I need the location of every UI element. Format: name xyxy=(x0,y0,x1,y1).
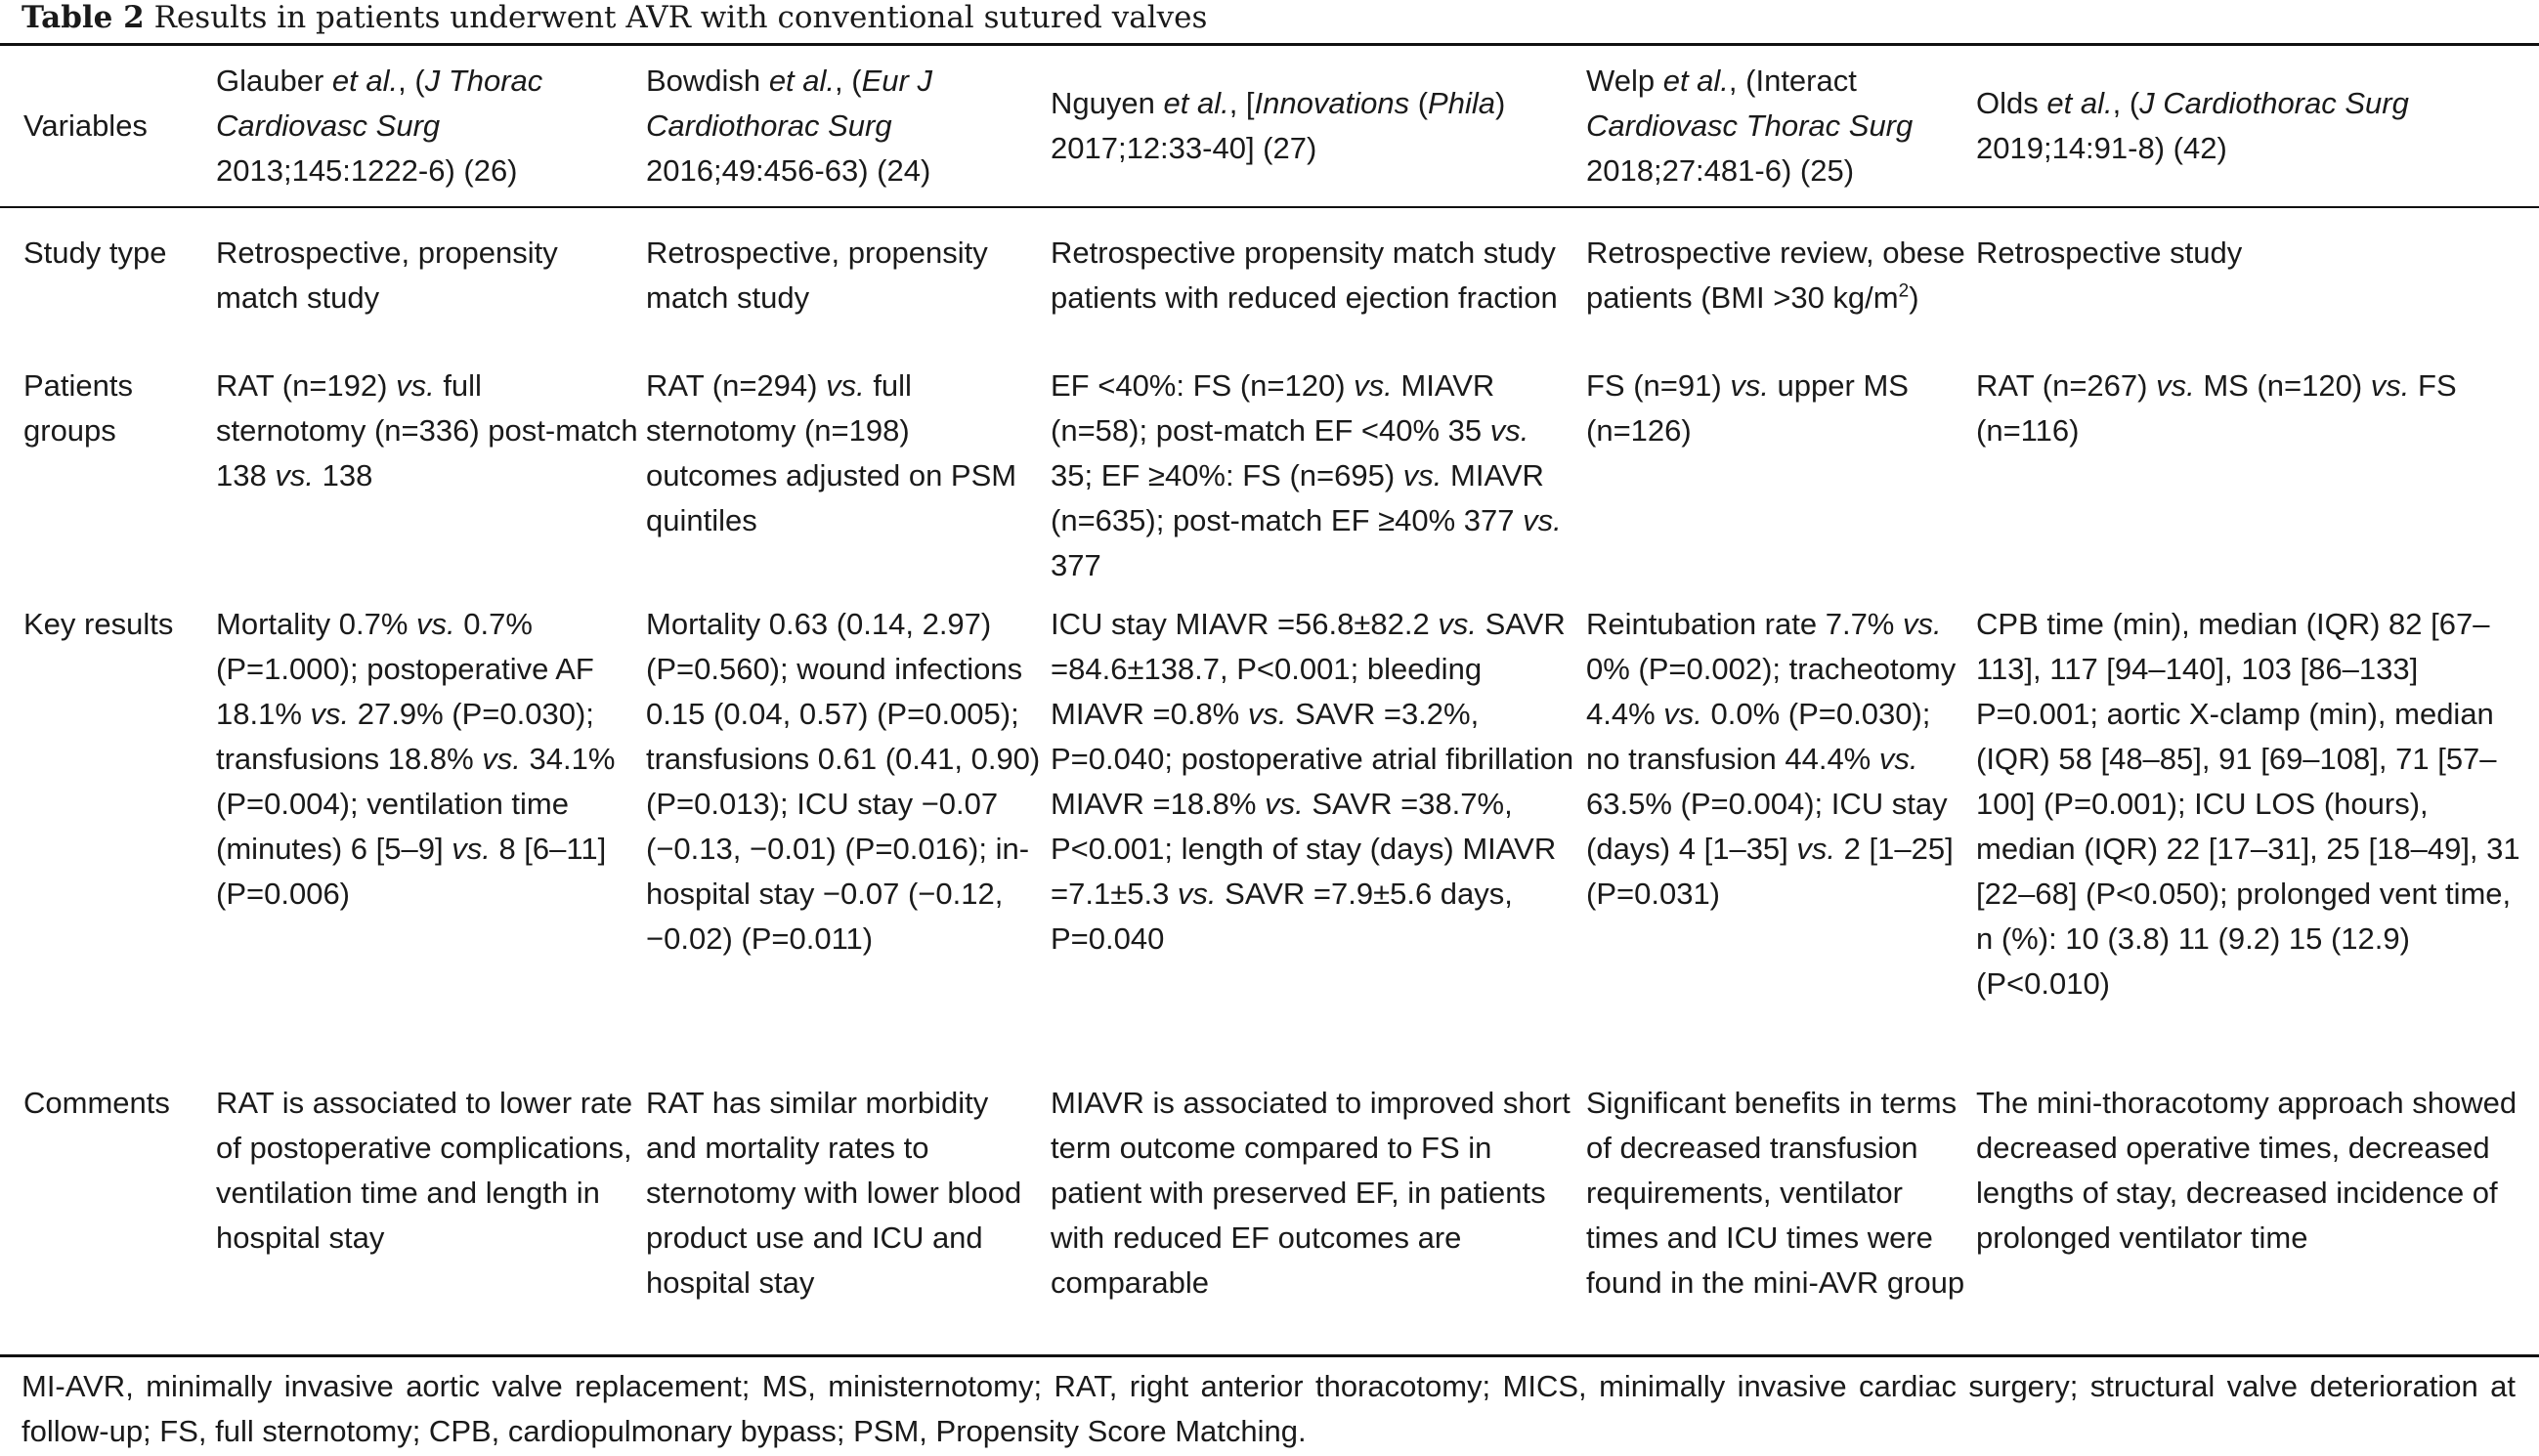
header-row xyxy=(0,47,2539,205)
table-cell: Retrospective study xyxy=(1976,236,2243,270)
table-caption xyxy=(22,0,1207,35)
header-study-2: Bowdish et al., (Eur J Cardiothorac Surg 2016;49:456-63) (24) xyxy=(646,64,932,188)
table-cell: Reintubation rate 7.7% vs. 0% (P=0.002); tracheotomy 4.4% vs. 0.0% (P=0.030); no transfusion 44.4% vs. 63.5% (P=0.004); ICU stay (days) 4 [1–35] vs. 2 [1–25] (P=0.031) xyxy=(1586,607,1957,911)
table-title: Results in patients underwent AVR with conventional sutured valves xyxy=(153,0,1208,35)
table-cell: The mini-thoracotomy approach showed decreased operative times, decreased lengths of stay, decreased incidence of prolonged ventilator time xyxy=(1976,1086,2517,1255)
table-cell: CPB time (min), median (IQR) 82 [67–113], 117 [94–140], 103 [86–133] P=0.001; aortic X-clamp (min), median (IQR) 58 [48–85], 91 [69–108], 71 [57–100] (P=0.001); ICU LOS (hours), median (IQR) 22 [17–31], 25 [18–49], 31 [22–68] (P<0.050); prolonged vent time, n (%): 10 (3.8) 11 (9.2) 15 (12.9) (P<0.010) xyxy=(1976,607,2520,1001)
table-footnote: MI-AVR, minimally invasive aortic valve replacement; MS, ministernotomy; RAT, right anterior thoracotomy; MICS, minimally invasive cardiac surgery; structural valve deterioration at follow-up; FS, full sternotomy; CPB, cardiopulmonary bypass; PSM, Propensity Score Matching. xyxy=(22,1369,2516,1448)
row-label: Study type xyxy=(23,236,167,270)
header-study-3: Nguyen et al., [Innovations (Phila) 2017;12:33-40] (27) xyxy=(1051,86,1506,165)
table-row-comments xyxy=(0,1081,2539,1366)
table-label: Table 2 xyxy=(22,0,145,35)
row-label: Patients groups xyxy=(23,368,134,448)
row-label: Key results xyxy=(23,607,174,641)
table-cell: RAT (n=294) vs. full sternotomy (n=198) outcomes adjusted on PSM quintiles xyxy=(646,368,1017,537)
header-study-1: Glauber et al., (J Thorac Cardiovasc Surg 2013;145:1222-6) (26) xyxy=(216,64,543,188)
table-cell: RAT (n=267) vs. MS (n=120) vs. FS (n=116) xyxy=(1976,368,2457,448)
table-cell: RAT is associated to lower rate of postoperative complications, ventilation time and length in hospital stay xyxy=(216,1086,633,1255)
table-cell: MIAVR is associated to improved short term outcome compared to FS in patient with preserved EF, in patients with reduced EF outcomes are comparable xyxy=(1051,1086,1571,1300)
table-cell: EF <40%: FS (n=120) vs. MIAVR (n=58); post-match EF <40% 35 vs. 35; EF ≥40%: FS (n=695) vs. MIAVR (n=635); post-match EF ≥40% 377 vs. 377 xyxy=(1051,368,1562,582)
table-cell: Retrospective propensity match study patients with reduced ejection fraction xyxy=(1051,236,1558,315)
table-cell: Retrospective, propensity match study xyxy=(216,236,558,315)
table-cell: RAT has similar morbidity and mortality rates to sternotomy with lower blood product use and ICU and hospital stay xyxy=(646,1086,1022,1300)
table-cell: ICU stay MIAVR =56.8±82.2 vs. SAVR =84.6±138.7, P<0.001; bleeding MIAVR =0.8% vs. SAVR =3.2%, P=0.040; postoperative atrial fibrillation MIAVR =18.8% vs. SAVR =38.7%, P<0.001; length of stay (days) MIAVR =7.1±5.3 vs. SAVR =7.9±5.6 days, P=0.040 xyxy=(1051,607,1574,956)
table-cell: Mortality 0.63 (0.14, 2.97) (P=0.560); wound infections 0.15 (0.04, 0.57) (P=0.005); transfusions 0.61 (0.41, 0.90) (P=0.013); ICU stay −0.07 (−0.13, −0.01) (P=0.016); in-hospital stay −0.07 (−0.12, −0.02) (P=0.011) xyxy=(646,607,1041,956)
header-variables: Variables xyxy=(23,108,148,143)
table-cell: Significant benefits in terms of decreased transfusion requirements, ventilator times and ICU times were found in the mini-AVR group xyxy=(1586,1086,1965,1300)
table-cell: RAT (n=192) vs. full sternotomy (n=336) post-match 138 vs. 138 xyxy=(216,368,638,492)
row-label: Comments xyxy=(23,1086,170,1120)
table-row-study-type xyxy=(0,205,2539,364)
table-cell: Retrospective review, obese patients (BMI >30 $kg/m^2$) xyxy=(1586,236,1965,315)
table-cell: Mortality 0.7% vs. 0.7% (P=1.000); postoperative AF 18.1% vs. 27.9% (P=0.030); transfusions 18.8% vs. 34.1% (P=0.004); ventilation time (minutes) 6 [5–9] vs. 8 [6–11] (P=0.006) xyxy=(216,607,616,911)
table-row-key-results xyxy=(0,602,2539,1081)
table-cell: Retrospective, propensity match study xyxy=(646,236,988,315)
header-study-4: Welp et al., (Interact Cardiovasc Thorac Surg 2018;27:481-6) (25) xyxy=(1586,64,1914,188)
results-table xyxy=(0,47,2539,1366)
table-row-patient-groups xyxy=(0,364,2539,602)
header-study-5: Olds et al., (J Cardiothorac Surg 2019;14:91-8) (42) xyxy=(1976,86,2409,165)
top-rule xyxy=(0,43,2539,46)
table-cell: FS (n=91) vs. upper MS (n=126) xyxy=(1586,368,1909,448)
